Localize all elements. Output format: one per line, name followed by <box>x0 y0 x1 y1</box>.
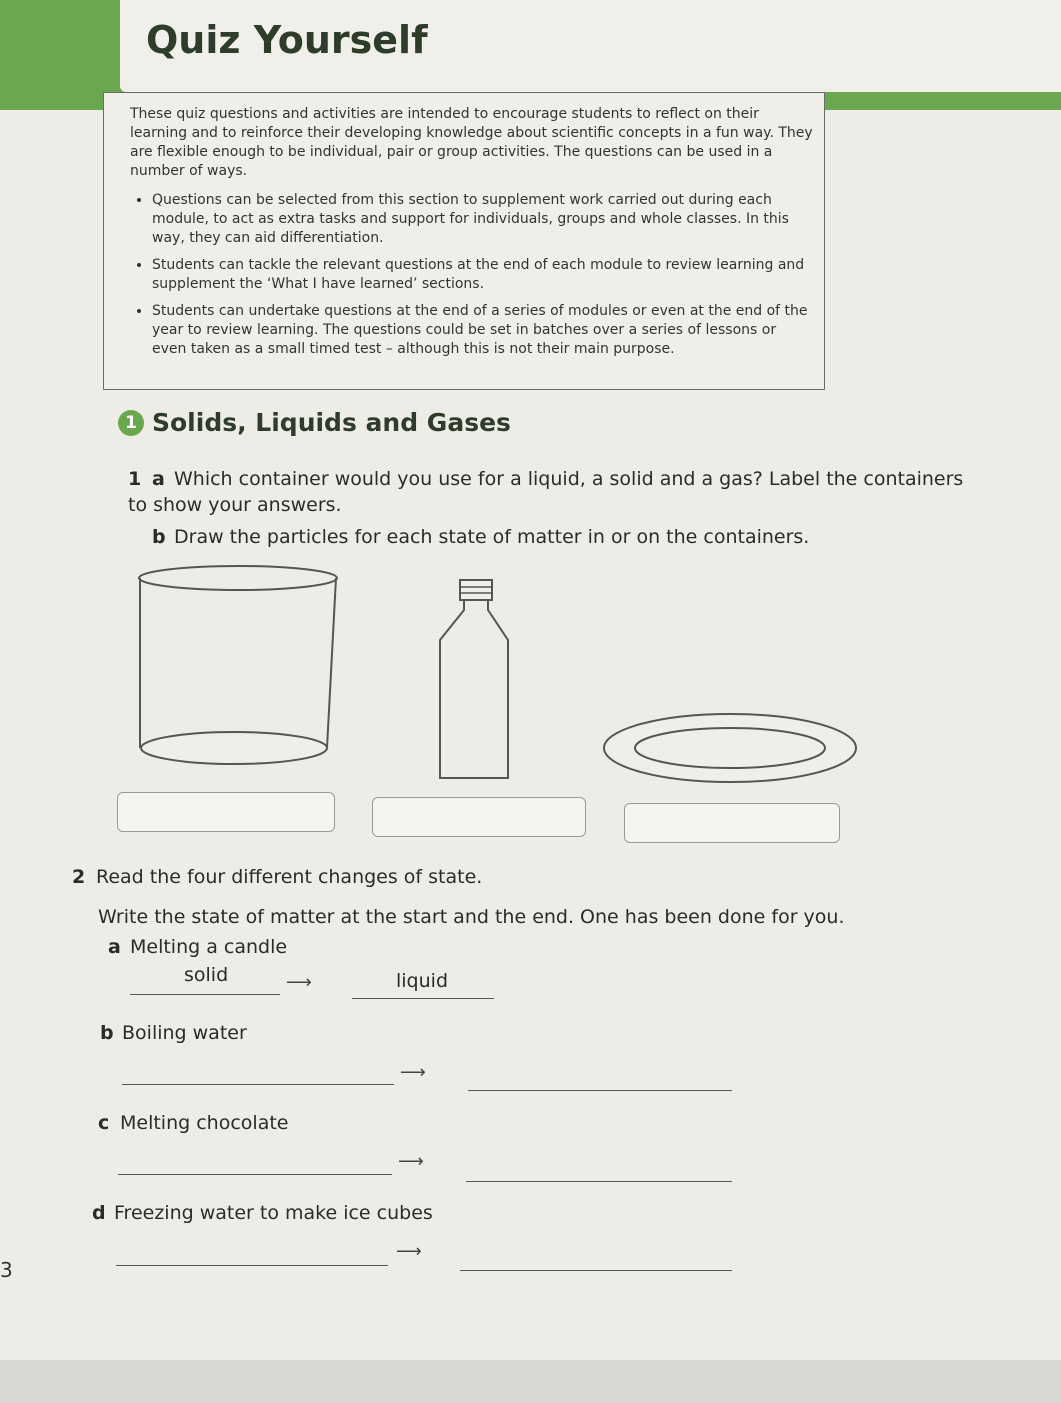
beaker-icon[interactable] <box>139 566 337 764</box>
arrow-icon: ⟶ <box>396 1241 422 1262</box>
question-letter: c <box>98 1112 110 1134</box>
question-text: Draw the particles for each state of matter in or on the containers. <box>174 526 810 548</box>
question-2d <box>92 1200 433 1226</box>
arrow-icon: ⟶ <box>286 972 312 993</box>
question-text: Melting a candle <box>130 936 288 958</box>
answer-end-text: liquid <box>396 970 448 992</box>
arrow-icon: ⟶ <box>398 1151 424 1172</box>
answer-end-line[interactable] <box>352 998 494 999</box>
intro-paragraph: These quiz questions and activities are intended to encourage students to reflect on their learning and to reinforce their developing knowledge about scientific concepts in a fun way. They are flexible enough to be individual, pair or group activities. The questions can be used in a number of ways. <box>130 106 813 179</box>
question-text: Boiling water <box>122 1022 247 1044</box>
question-text: Which container would you use for a liquid, a solid and a gas? Label the containers to show your answers. <box>128 468 964 516</box>
question-2-instructions: Write the state of matter at the start and the end. One has been done for you. <box>98 906 845 928</box>
question-number: 1 <box>128 468 142 490</box>
section-title: Solids, Liquids and Gases <box>152 408 511 437</box>
question-text: Read the four different changes of state. <box>96 866 483 888</box>
question-2a <box>108 934 287 960</box>
container-label-box[interactable] <box>372 797 586 837</box>
intro-bullet: • Students can tackle the relevant questions at the end of each module to review learning and supplement the ‘What I have learned’ sections. <box>152 256 814 294</box>
question-letter: a <box>108 936 121 958</box>
question-letter: b <box>152 526 166 548</box>
question-text: Freezing water to make ice cubes <box>114 1202 433 1224</box>
section-number-badge: 1 <box>118 410 144 436</box>
question-2-intro <box>72 864 482 890</box>
question-2c <box>98 1110 288 1136</box>
question-number: 2 <box>72 866 86 888</box>
answer-end-line[interactable] <box>460 1270 732 1271</box>
answer-start-line[interactable] <box>116 1265 388 1266</box>
answer-start-line[interactable] <box>118 1174 392 1175</box>
question-letter: a <box>152 468 165 490</box>
question-letter: b <box>100 1022 114 1044</box>
container-label-box[interactable] <box>117 792 335 832</box>
intro-bullet: • Questions can be selected from this section to supplement work carried out during each module, to act as extra tasks and support for individuals, groups and whole classes. In this way, they can aid differentiation. <box>152 191 814 248</box>
answer-start-line[interactable] <box>122 1084 394 1085</box>
bottle-icon[interactable] <box>440 580 508 778</box>
plate-icon[interactable] <box>604 714 856 782</box>
question-text: Melting chocolate <box>120 1112 289 1134</box>
page-title: Quiz Yourself <box>146 18 428 62</box>
intro-bullet: • Students can undertake questions at the end of a series of modules or even at the end of the year to review learning. The questions could be set in batches over a series of lessons or even taken as a small timed test – although this is not their main purpose. <box>152 302 814 359</box>
answer-end-line[interactable] <box>468 1090 732 1091</box>
answer-start-text: solid <box>184 964 229 986</box>
answer-end-line[interactable] <box>466 1181 732 1182</box>
arrow-icon: ⟶ <box>400 1062 426 1083</box>
page-number: 3 <box>0 1258 13 1282</box>
container-label-box[interactable] <box>624 803 840 843</box>
answer-start-line[interactable] <box>130 994 280 995</box>
question-letter: d <box>92 1202 106 1224</box>
question-2b <box>100 1020 247 1046</box>
